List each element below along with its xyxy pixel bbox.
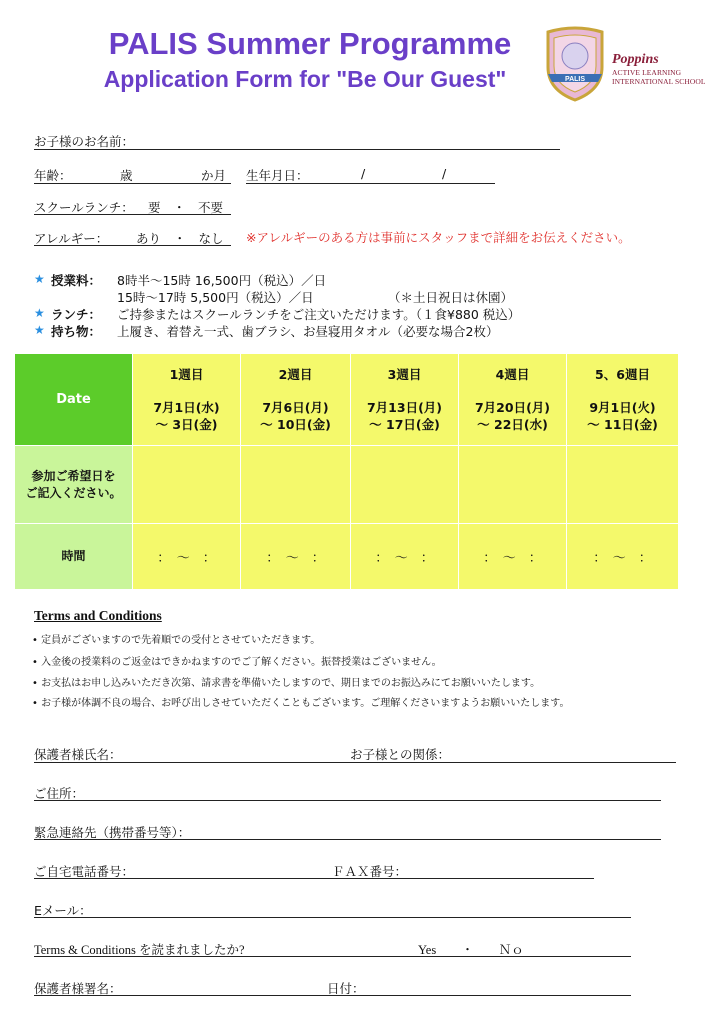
birthdate-label: 生年月日：: [246, 168, 309, 183]
fee-line-2: 15時〜17時 5,500円（税込）／日: [117, 290, 314, 305]
week-start: 7月20日(月): [474, 400, 551, 415]
table-row: [15, 354, 679, 446]
week-label: 4週目: [495, 367, 530, 382]
hope-input-cell[interactable]: [351, 446, 459, 524]
week-label: 1週目: [169, 367, 204, 382]
week-end: 〜 10日(金): [260, 417, 331, 432]
week-header-cell: [351, 354, 459, 446]
age-unit-months: か月: [201, 168, 227, 183]
terms-item: お支払はお申し込みいただき次第、請求書を準備いたしますので、期日までのお振込みにてお願いいたします。: [41, 678, 541, 689]
star-icon: ★: [34, 272, 45, 286]
star-icon: ★: [34, 306, 45, 320]
week-end: 〜 3日(金): [155, 417, 218, 432]
date-header-cell: Date: [15, 354, 133, 446]
age-unit-years: 歳: [120, 168, 133, 183]
allergy-label: アレルギー：: [34, 231, 109, 246]
terms-item: 定員がございますので先着順での受付とさせていただきます。: [41, 635, 321, 646]
week-header-cell: [241, 354, 351, 446]
time-input-cell[interactable]: ： 〜 ：: [459, 524, 567, 590]
address-label: ご住所：: [34, 786, 85, 801]
week-end: 〜 17日(金): [369, 417, 440, 432]
terms-yes-no[interactable]: Yes ・ Ｎｏ: [418, 943, 524, 957]
guardian-name-field[interactable]: [34, 762, 676, 763]
lunch-underline: [34, 214, 231, 215]
allergy-underline: [34, 245, 231, 246]
logo-sub1: ACTIVE LEARNING: [612, 68, 682, 77]
week-start: 7月6日(月): [262, 400, 329, 415]
birthdate-field[interactable]: [246, 183, 495, 184]
items-label: 持ち物：: [51, 324, 102, 339]
items-text: 上履き、着替え一式、歯ブラシ、お昼寝用タオル（必要な場合2枚）: [117, 324, 499, 339]
week-end: 〜 22日(水): [477, 417, 548, 432]
table-row: [15, 446, 679, 524]
time-label-cell: 時間: [15, 524, 133, 590]
hope-label-cell: [15, 446, 133, 524]
lunch-label: スクールランチ：: [34, 200, 134, 215]
email-label: Eメール：: [34, 903, 92, 918]
hope-label-line-2: ご記入ください。: [25, 485, 122, 500]
week-start: 9月1日(火): [589, 400, 656, 415]
logo-brand: Poppins: [612, 52, 659, 67]
week-header-cell: [459, 354, 567, 446]
terms-item: お子様が体調不良の場合、お呼び出しさせていただくこともございます。ご理解くださいますようお願いいたします。: [41, 698, 570, 709]
child-name-field[interactable]: [34, 149, 560, 150]
week-label: 2週目: [278, 367, 313, 382]
schedule-table: [14, 353, 679, 590]
logo-sub2: INTERNATIONAL SCHOOL: [612, 77, 706, 86]
child-name-label: お子様のお名前：: [34, 134, 135, 149]
relation-label: お子様との関係：: [350, 747, 451, 762]
page-title: PALIS Summer Programme: [108, 26, 512, 61]
emergency-label: 緊急連絡先（携帯番号等）：: [34, 825, 191, 840]
hope-input-cell[interactable]: [459, 446, 567, 524]
allergy-options[interactable]: あり ・ なし: [136, 231, 224, 246]
sign-date-label: 日付：: [327, 981, 365, 996]
fee-note: （＊土日祝日は休園）: [388, 290, 514, 305]
hope-input-cell[interactable]: [241, 446, 351, 524]
email-field[interactable]: [34, 917, 631, 918]
week-end: 〜 11日(金): [587, 417, 658, 432]
crest-logo: [540, 22, 610, 102]
star-icon: ★: [34, 323, 45, 337]
lunch-info-label: ランチ：: [51, 307, 102, 322]
fee-line-1: 8時半〜15時 16,500円（税込）／日: [117, 273, 327, 288]
fee-label: 授業料：: [51, 273, 102, 288]
poppins-logo: [612, 52, 707, 86]
week-label: 5、6週目: [595, 367, 650, 382]
time-input-cell[interactable]: ： 〜 ：: [241, 524, 351, 590]
week-header-cell: [567, 354, 679, 446]
terms-item: 入金後の授業料のご返金はできかねますのでご了解ください。振替授業はございません。: [41, 657, 442, 668]
week-start: 7月1日(水): [153, 400, 220, 415]
hope-input-cell[interactable]: [567, 446, 679, 524]
phone-fax-field[interactable]: [34, 878, 594, 879]
age-field[interactable]: [34, 183, 231, 184]
list-item: • 定員がございますので先着順での受付とさせていただきます。: [32, 635, 321, 646]
birthdate-sep-1: /: [361, 166, 366, 181]
birthdate-sep-2: /: [442, 166, 447, 181]
signature-field[interactable]: [34, 995, 631, 996]
week-header-cell: [133, 354, 241, 446]
list-item: • 入金後の授業料のご返金はできかねますのでご了解ください。振替授業はございません。: [32, 657, 442, 668]
fax-label: ＦＡＸ番号：: [332, 864, 408, 879]
week-label: 3週目: [387, 367, 422, 382]
terms-heading: Terms and Conditions: [34, 608, 162, 623]
week-start: 7月13日(月): [366, 400, 443, 415]
age-label: 年齢：: [34, 168, 72, 183]
lunch-info-text: ご持参またはスクールランチをご注文いただけます。（１食¥880 税込）: [117, 307, 521, 322]
address-field[interactable]: [34, 800, 661, 801]
guardian-name-label: 保護者様氏名：: [34, 747, 122, 762]
terms-underline: [34, 956, 631, 957]
page-subtitle: Application Form for "Be Our Guest": [103, 66, 507, 92]
list-item: • お支払はお申し込みいただき次第、請求書を準備いたしますので、期日までのお振込みにてお願いいたします。: [32, 678, 541, 689]
list-item: • お子様が体調不良の場合、お呼び出しさせていただくこともございます。ご理解くださいますようお願いいたします。: [32, 698, 570, 709]
time-input-cell[interactable]: ： 〜 ：: [133, 524, 241, 590]
crest-text: PALIS: [564, 76, 586, 83]
home-phone-label: ご自宅電話番号：: [34, 864, 135, 879]
emergency-field[interactable]: [34, 839, 661, 840]
allergy-note: ※アレルギーのある方は事前にスタッフまで詳細をお伝えください。: [246, 230, 631, 245]
lunch-options[interactable]: 要 ・ 不要: [148, 200, 224, 215]
hope-input-cell[interactable]: [133, 446, 241, 524]
terms-question: Terms & Conditions を読まれましたか?: [34, 943, 245, 957]
table-row: [15, 524, 679, 590]
time-input-cell[interactable]: ： 〜 ：: [567, 524, 679, 590]
hope-label-line-1: 参加ご希望日を: [31, 468, 116, 483]
signature-label: 保護者様署名：: [34, 981, 122, 996]
time-input-cell[interactable]: ： 〜 ：: [351, 524, 459, 590]
